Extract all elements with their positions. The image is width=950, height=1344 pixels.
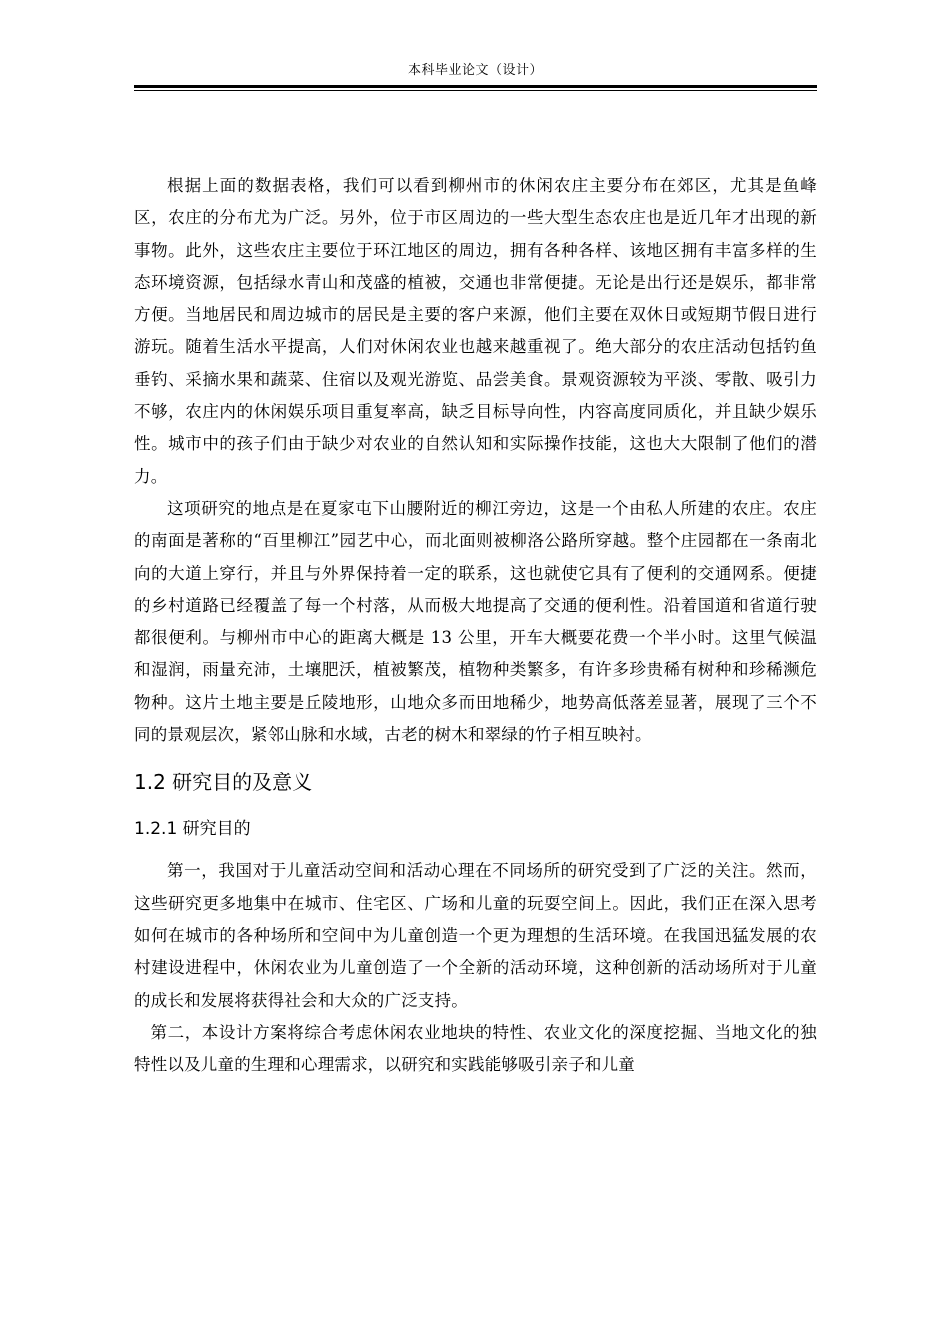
paragraph-site-location: 这项研究的地点是在夏家屯下山腰附近的柳江旁边，这是一个由私人所建的农庄。农庄的南面是著称的“百里柳江”园艺中心，而北面则被柳洛公路所穿越。整个庄园都在一条南北向的大道上穿行，并且与外界保持着一定的联系，这也就使它具有了便利的交通网系。便捷的乡村道路已经覆盖了每一个村落，从而极大地提高了交通的便利性。沿着国道和省道行驶都很便利。与柳州市中心的距离大概是 13 公里，开车大概要花费一个半小时。这里气候温和湿润，雨量充沛，土壤肥沃，植被繁茂，植物种类繁多，有许多珍贵稀有树种和珍稀濒危物种。这片土地主要是丘陵地形，山地众多而田地稀少，地势高低落差显著，展现了三个不同的景观层次，紧邻山脉和水域，古老的树木和翠绿的竹子相互映衬。 xyxy=(134,498,817,745)
page-header-title: 本科毕业论文（设计） xyxy=(407,63,543,78)
header-rule-thin xyxy=(134,90,817,91)
subsection-heading: 1.2.1 研究目的 xyxy=(134,819,251,840)
section-heading: 1.2 研究目的及意义 xyxy=(134,770,313,795)
document-body xyxy=(134,170,817,1081)
paragraph-purpose-second: 第二，本设计方案将综合考虑休闲农业地块的特性、农业文化的深度挖掘、当地文化的独特性以及儿童的生理和心理需求，以研究和实践能够吸引亲子和儿童 xyxy=(134,1022,817,1075)
paragraph-distribution: 根据上面的数据表格，我们可以看到柳州市的休闲农庄主要分布在郊区，尤其是鱼峰区，农庄的分布尤为广泛。另外，位于市区周边的一些大型生态农庄也是近几年才出现的新事物。此外，这些农庄主要位于环江地区的周边，拥有各种各样、该地区拥有丰富多样的生态环境资源，包括绿水青山和茂盛的植被，交通也非常便捷。无论是出行还是娱乐，都非常方便。当地居民和周边城市的居民是主要的客户来源，他们主要在双休日或短期节假日进行游玩。随着生活水平提高，人们对休闲农业也越来越重视了。绝大部分的农庄活动包括钓鱼垂钓、采摘水果和蔬菜、住宿以及观光游览、品尝美食。景观资源较为平淡、零散、吸引力不够，农庄内的休闲娱乐项目重复率高，缺乏目标导向性，内容高度同质化，并且缺少娱乐性。城市中的孩子们由于缺少对农业的自然认知和实际操作技能，这也大大限制了他们的潜力。 xyxy=(134,176,817,486)
paragraph-purpose-first: 第一，我国对于儿童活动空间和活动心理在不同场所的研究受到了广泛的关注。然而，这些研究更多地集中在城市、住宅区、广场和儿童的玩耍空间上。因此，我们正在深入思考如何在城市的各种场所和空间中为儿童创造一个更为理想的生活环境。在我国迅猛发展的农村建设进程中，休闲农业为儿童创造了一个全新的活动环境，这种创新的活动场所对于儿童的成长和发展将获得社会和大众的广泛支持。 xyxy=(134,861,817,1010)
header-rule-thick xyxy=(134,85,817,88)
